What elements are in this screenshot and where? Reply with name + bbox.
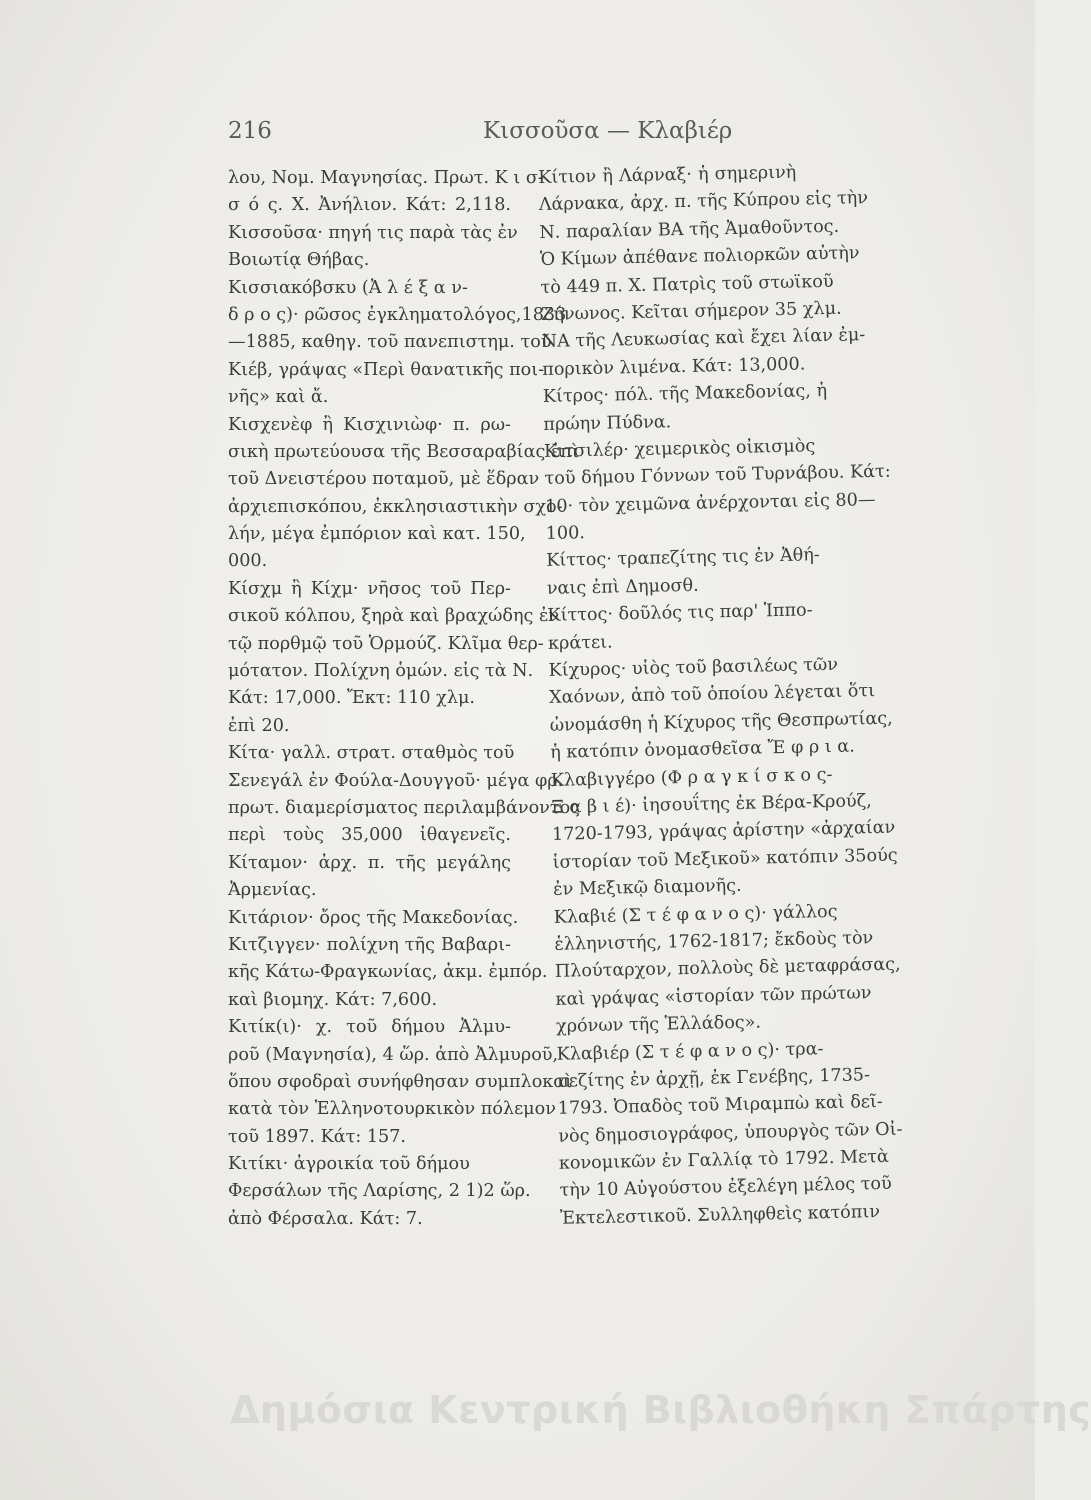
text-line: Κίταμον· ἀρχ. π. τῆς μεγάλης bbox=[228, 852, 511, 873]
text-line: Κίτα· γαλλ. στρατ. σταθμὸς τοῦ bbox=[228, 743, 515, 764]
text-line: πεζίτης ἐν ἀρχῇ, ἐκ Γενέβης, 1735- bbox=[556, 1065, 871, 1092]
text-line: Κίττος· δοῦλός τις παρ' Ἱππο- bbox=[547, 600, 813, 627]
text-line: Χαόνων, ἀπὸ τοῦ ὁποίου λέγεται ὅτι bbox=[548, 681, 876, 709]
text-line: ἱστορίαν τοῦ Μεξικοῦ» κατόπιν 35ούς bbox=[552, 845, 898, 873]
text-line: σ ό ς. Χ. Ἀνήλιον. Κάτ: 2,118. bbox=[228, 195, 511, 216]
text-line: τοῦ Δνειστέρου ποταμοῦ, μὲ ἕδραν bbox=[228, 469, 540, 490]
text-line: τὸ 449 π. Χ. Πατρὶς τοῦ στωϊκοῦ bbox=[540, 271, 834, 298]
text-line: μότατον. Πολίχνη ὁμών. εἰς τὰ Ν. bbox=[228, 661, 534, 682]
text-line: 100. bbox=[545, 523, 586, 544]
text-line: ναις ἐπὶ Δημοσθ. bbox=[546, 575, 699, 599]
running-title: Κισσοῦσα — Κλαβιέρ bbox=[483, 118, 733, 144]
text-line: τοῦ 1897. Κάτ: 157. bbox=[228, 1126, 407, 1147]
library-watermark: Δημόσια Κεντρική Βιβλιοθήκη Σπάρτης bbox=[230, 1388, 1091, 1432]
text-line: —1885, καθηγ. τοῦ πανεπιστημ. τοῦ bbox=[228, 332, 552, 353]
text-line: Κισχενὲφ ἢ Κισχινιὼφ· π. ρω- bbox=[228, 414, 511, 435]
page-number: 216 bbox=[228, 118, 272, 144]
text-line: Κιτίκ(ι)· χ. τοῦ δήμου Ἀλμυ- bbox=[228, 1017, 511, 1038]
text-line: κονομικῶν ἐν Γαλλίᾳ τὸ 1792. Μετὰ bbox=[558, 1146, 890, 1174]
text-line: Κίτιον ἢ Λάρναξ· ἡ σημερινὴ bbox=[538, 162, 797, 188]
page-header bbox=[228, 118, 783, 158]
text-line: Σενεγάλ ἐν Φούλα-Δουγγοῦ· μέγα φρ. bbox=[228, 770, 564, 791]
text-line: λου, Νομ. Μαγνησίας. Πρωτ. Κ ι σ- bbox=[228, 168, 544, 188]
text-line: τῷ πορθμῷ τοῦ Ὁρμούζ. Κλῖμα θερ- bbox=[228, 633, 544, 654]
text-line: ἐπὶ 20. bbox=[228, 715, 290, 736]
text-line: Κίχυρος· υἱὸς τοῦ βασιλέως τῶν bbox=[548, 654, 839, 681]
text-line: Κισσοῦσα· πηγή τις παρὰ τὰς ἐν bbox=[228, 222, 518, 243]
text-line: ἀρχιεπισκόπου, ἐκκλησιαστικὴν σχο- bbox=[228, 496, 563, 517]
text-line: σικοῦ κόλπου, ξηρὰ καὶ βραχώδης ἐν bbox=[228, 606, 560, 627]
text-line: Κίτρος· πόλ. τῆς Μακεδονίας, ἡ bbox=[542, 381, 828, 408]
text-line: καὶ γράψας «ἱστορίαν τῶν πρώτων bbox=[555, 982, 872, 1010]
text-line: πορικὸν λιμένα. Κάτ: 13,000. bbox=[542, 354, 806, 380]
text-line: Κιτίκι· ἀγροικία τοῦ δήμου bbox=[228, 1154, 470, 1175]
text-line: κῆς Κάτω-Φραγκωνίας, ἀκμ. ἐμπόρ. bbox=[228, 962, 548, 983]
text-line: Κιτζιγγεν· πολίχνη τῆς Βαβαρι- bbox=[228, 934, 511, 955]
text-line: πρώην Πύδνα. bbox=[543, 411, 672, 435]
text-line: Κιτάριον· ὄρος τῆς Μακεδονίας. bbox=[228, 907, 519, 928]
text-line: νῆς» καὶ ἄ. bbox=[228, 387, 329, 408]
text-line: Πλούταρχον, πολλοὺς δὲ μεταφράσας, bbox=[554, 954, 901, 983]
text-line: ἐν Μεξικῷ διαμονῆς. bbox=[552, 876, 742, 900]
text-line: 10· τὸν χειμῶνα ἀνέρχονται εἰς 80— bbox=[544, 489, 876, 517]
text-line: δ ρ ο ς)· ρῶσος ἐγκληματολόγος,1833 bbox=[228, 304, 567, 325]
text-line: Ἐκτελεστικοῦ. Συλληφθεὶς κατόπιν bbox=[559, 1201, 881, 1229]
text-line: Κίσχμ ἢ Κίχμ· νῆσος τοῦ Περ- bbox=[228, 578, 511, 599]
text-line: 1720-1793, γράψας ἀρίστην «ἀρχαίαν bbox=[551, 818, 896, 846]
text-line: 1793. Ὀπαδὸς τοῦ Μιραμπὼ καὶ δεῖ- bbox=[557, 1092, 883, 1120]
text-line: τοῦ δήμου Γόννων τοῦ Τυρνάβου. Κάτ: bbox=[544, 461, 891, 490]
text-line: σικὴ πρωτεύουσα τῆς Βεσσαραβίας ἐπὶ bbox=[228, 441, 579, 462]
text-line: πρωτ. διαμερίσματος περιλαμβάνοντος bbox=[228, 797, 581, 818]
text-line: 000. bbox=[228, 551, 268, 572]
text-line: Κιέβ, γράψας «Περὶ θανατικῆς ποι- bbox=[228, 359, 545, 380]
text-line: Ἀρμενίας. bbox=[228, 880, 317, 901]
text-line: Ὁ Κίμων ἀπέθανε πολιορκῶν αὐτὴν bbox=[539, 243, 860, 271]
text-line: Κλαβιέ (Σ τ έ φ α ν ο ς)· γάλλος bbox=[553, 901, 838, 928]
text-line: ὠνομάσθη ἡ Κίχυρος τῆς Θεσπρωτίας, bbox=[549, 708, 893, 736]
right-column bbox=[538, 160, 903, 1233]
text-line: ἡ κατόπιν ὀνομασθεῖσα Ἔ φ ρ ι α. bbox=[550, 736, 855, 764]
text-line: Κίττος· τραπεζίτης τις ἐν Ἀθή- bbox=[546, 545, 820, 572]
text-line: Φερσάλων τῆς Λαρίσης, 2 1)2 ὥρ. bbox=[228, 1181, 531, 1202]
text-line: τὴν 10 Αὐγούστου ἐξελέγη μέλος τοῦ bbox=[559, 1174, 892, 1202]
text-line: κατὰ τὸν Ἑλληνοτουρκικὸν πόλεμον bbox=[228, 1099, 556, 1120]
text-line: χρόνων τῆς Ἑλλάδος». bbox=[555, 1012, 762, 1037]
text-line: ΝΑ τῆς Λευκωσίας καὶ ἔχει λίαν ἐμ- bbox=[541, 325, 866, 353]
text-line: Ζήνωνος. Κεῖται σήμερον 35 χλμ. bbox=[540, 298, 842, 325]
text-line: Κλαβιέρ (Σ τ έ φ α ν ο ς)· τρα- bbox=[556, 1038, 824, 1065]
text-line: Λάρνακα, ἀρχ. π. τῆς Κύπρου εἰς τὴν bbox=[538, 188, 869, 216]
text-line: ἑλληνιστής, 1762-1817; ἔκδοὺς τὸν bbox=[554, 928, 874, 955]
text-line: Βοιωτίᾳ Θήβας. bbox=[228, 250, 370, 271]
text-line: ὅπου σφοδραὶ συνήφθησαν συμπλοκαὶ bbox=[228, 1071, 573, 1092]
text-line: καὶ βιομηχ. Κάτ: 7,600. bbox=[228, 989, 438, 1010]
text-line: ροῦ (Μαγνησία), 4 ὥρ. ἀπὸ Ἀλμυροῦ, bbox=[228, 1044, 559, 1065]
text-line: κράτει. bbox=[547, 632, 613, 654]
text-line: Κλαβιγγέρο (Φ ρ α γ κ ί σ κ ο ς- bbox=[550, 764, 833, 791]
text-line: περὶ τοὺς 35,000 ἰθαγενεῖς. bbox=[228, 825, 511, 846]
text-line: λήν, μέγα ἐμπόριον καὶ κατ. 150, bbox=[228, 524, 526, 545]
text-line: Ν. παραλίαν ΒΑ τῆς Ἀμαθοῦντος. bbox=[539, 216, 840, 243]
text-line: ἀπὸ Φέρσαλα. Κάτ: 7. bbox=[228, 1208, 423, 1229]
text-line: Κιτσιλέρ· χειμερικὸς οἰκισμὸς bbox=[543, 436, 816, 462]
text-line: Κάτ: 17,000. Ἔκτ: 110 χλμ. bbox=[228, 688, 476, 709]
text-line: νὸς δημοσιογράφος, ὑπουργὸς τῶν Οἰ- bbox=[558, 1119, 903, 1147]
text-line: Κισσιακόβσκυ (Ἀ λ έ ξ α ν- bbox=[228, 277, 468, 298]
text-line: Ξ α β ι έ)· ἰησουΐτης ἐκ Βέρα-Κρούζ, bbox=[551, 791, 872, 818]
